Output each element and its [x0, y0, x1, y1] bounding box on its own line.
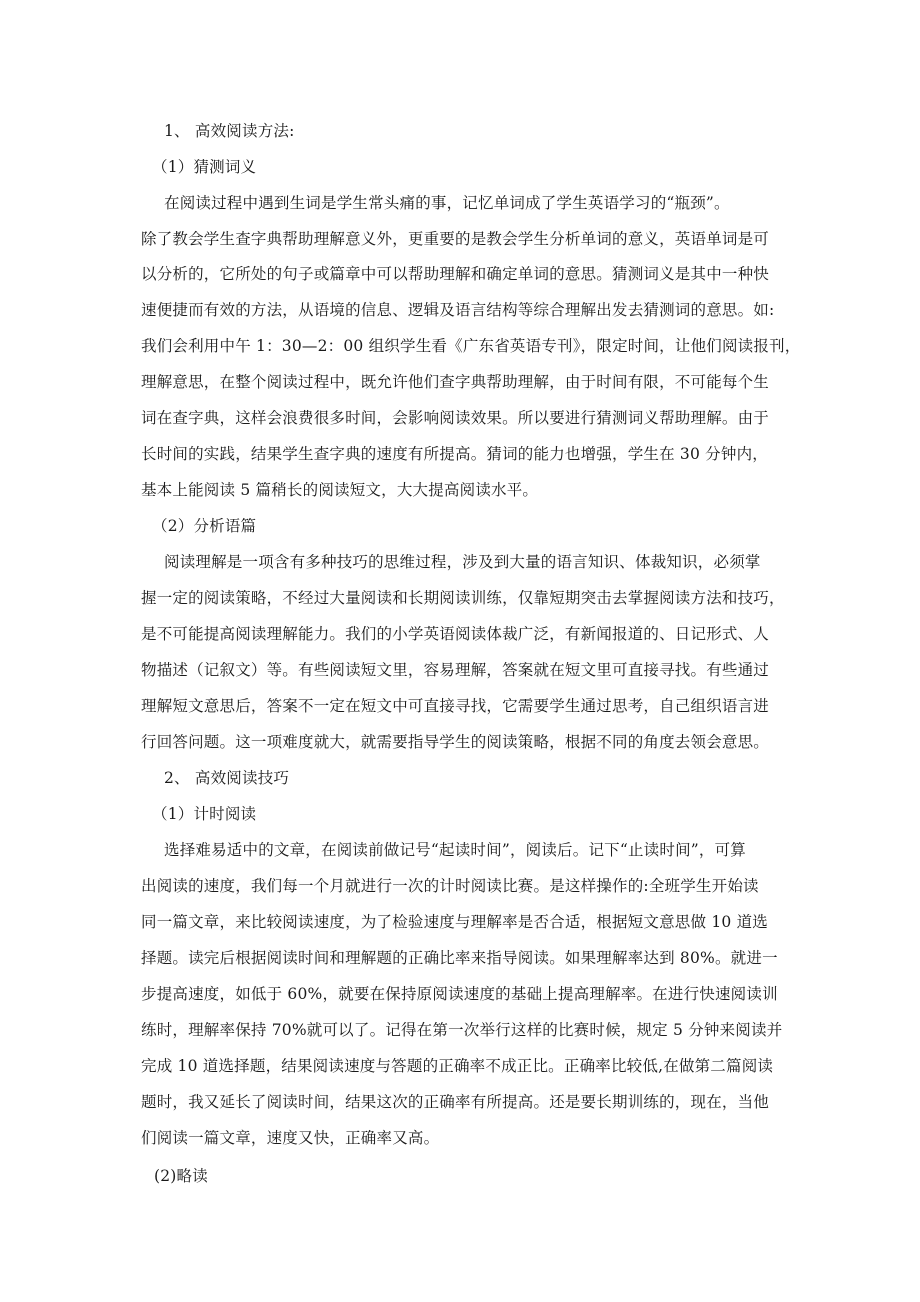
paragraph-line: 基本上能阅读 5 篇稍长的阅读短文，大大提高阅读水平。 [141, 481, 539, 499]
paragraph-line: 完成 10 道选择题，结果阅读速度与答题的正确率不成正比。正确率比较低,在做第二篇阅读 [141, 1057, 774, 1075]
paragraph-line: 速便捷而有效的方法，从语境的信息、逻辑及语言结构等综合理解出发去猜测词的意思。如: [141, 301, 775, 319]
paragraph-line: 理解意思，在整个阅读过程中，既允许他们查字典帮助理解，由于时间有限，不可能每个生 [141, 373, 770, 391]
paragraph-line: 练时，理解率保持 70%就可以了。记得在第一次举行这样的比赛时候，规定 5 分钟来阅读并 [141, 1021, 783, 1039]
paragraph-line: 们阅读一篇文章，速度又快，正确率又高。 [141, 1129, 440, 1147]
subsection-title-analyze-text: （2）分析语篇 [152, 517, 257, 535]
paragraph-line: 行回答问题。这一项难度就大，就需要指导学生的阅读策略，根据不同的角度去领会意思。 [141, 733, 770, 751]
paragraph-line: 我们会利用中午 1：30—2：00 组织学生看《广东省英语专刊》，限定时间，让他们阅读报刊， [141, 337, 801, 355]
paragraph-line: 在阅读过程中遇到生词是学生常头痛的事，记忆单词成了学生英语学习的“瓶颈”。 [164, 194, 730, 212]
section-heading-2: 2、 高效阅读技巧 [164, 769, 290, 787]
paragraph-line: 阅读理解是一项含有多种技巧的思维过程，涉及到大量的语言知识、体裁知识，必须掌 [164, 553, 761, 571]
paragraph-line: 词在查字典，这样会浪费很多时间，会影响阅读效果。所以要进行猜测词义帮助理解。由于 [141, 409, 770, 427]
paragraph-line: 择题。读完后根据阅读时间和理解题的正确比率来指导阅读。如果理解率达到 80%。就进一 [141, 949, 778, 967]
paragraph-line: 同一篇文章，来比较阅读速度，为了检验速度与理解率是否合适，根据短文意思做 10 道选 [141, 913, 768, 931]
paragraph-line: 理解短文意思后，答案不一定在短文中可直接寻找，它需要学生通过思考，自己组织语言进 [141, 697, 770, 715]
paragraph-line: 以分析的，它所处的句子或篇章中可以帮助理解和确定单词的意思。猜测词义是其中一种快 [141, 265, 770, 283]
paragraph-line: 握一定的阅读策略，不经过大量阅读和长期阅读训练，仅靠短期突击去掌握阅读方法和技巧， [141, 589, 785, 607]
paragraph-line: 选择难易适中的文章，在阅读前做记号“起读时间”，阅读后。记下“止读时间”，可算 [164, 841, 746, 859]
paragraph-line: 是不可能提高阅读理解能力。我们的小学英语阅读体裁广泛，有新闻报道的、日记形式、人 [141, 625, 770, 643]
paragraph-line: 出阅读的速度，我们每一个月就进行一次的计时阅读比赛。是这样操作的:全班学生开始读 [141, 877, 759, 895]
paragraph-line: 题时，我又延长了阅读时间，结果这次的正确率有所提高。还是要长期训练的，现在，当他 [141, 1093, 770, 1111]
subsection-title-guess-meaning: （1）猜测词义 [152, 158, 257, 176]
subsection-title-skimming: (2)略读 [154, 1167, 208, 1185]
paragraph-line: 物描述（记叙文）等。有些阅读短文里，容易理解，答案就在短文里可直接寻找。有些通过 [141, 661, 770, 679]
subsection-title-timed-reading: （1）计时阅读 [152, 805, 257, 823]
paragraph-line: 除了教会学生查字典帮助理解意义外，更重要的是教会学生分析单词的意义，英语单词是可 [141, 230, 770, 248]
section-heading-1: 1、 高效阅读方法: [164, 122, 295, 140]
paragraph-line: 长时间的实践，结果学生查字典的速度有所提高。猜词的能力也增强，学生在 30 分钟内， [141, 445, 768, 463]
paragraph-line: 步提高速度，如低于 60%，就要在保持原阅读速度的基础上提高理解率。在进行快速阅读训 [141, 985, 778, 1003]
